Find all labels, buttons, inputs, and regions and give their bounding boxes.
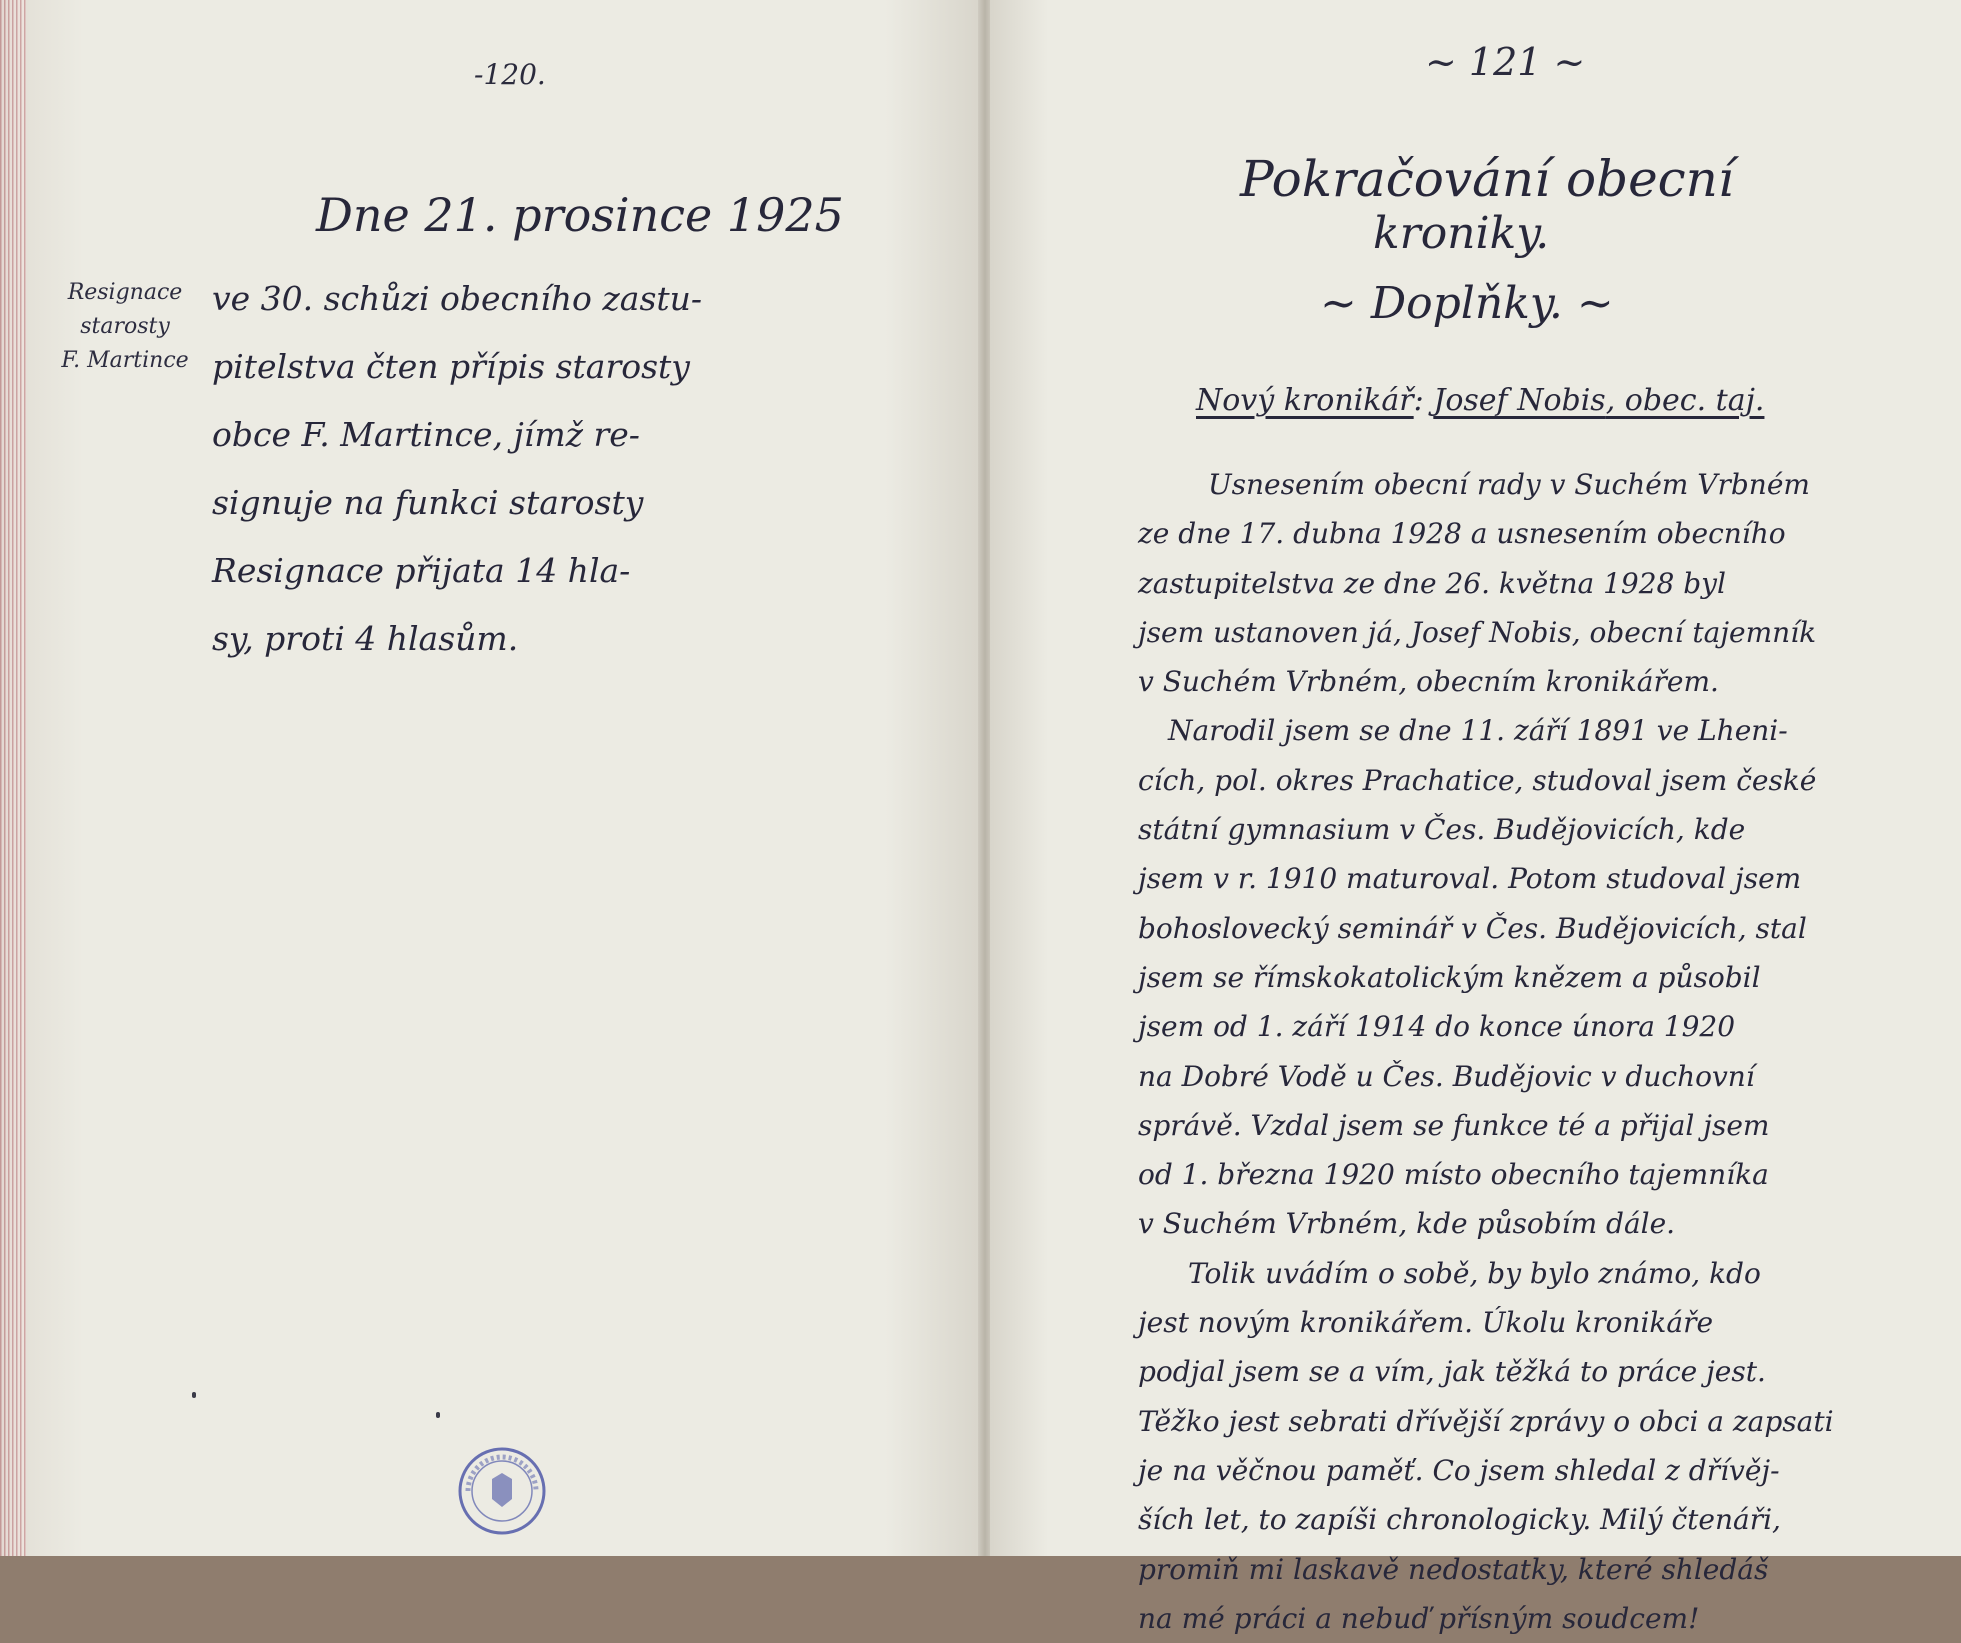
text-line: státní gymnasium v Čes. Budějovicích, kde	[1138, 813, 1746, 847]
text-line: správě. Vzdal jsem se funkce té a přijal jsem	[1138, 1108, 1770, 1142]
text-line: Narodil jsem se dne 11. září 1891 ve Lheni-	[1168, 714, 1788, 748]
text-line: je na věčnou paměť. Co jsem shledal z dřívěj-	[1138, 1453, 1780, 1487]
margin-note-line: starosty	[80, 314, 170, 339]
text-line: na Dobré Vodě u Čes. Budějovic v duchovní	[1138, 1059, 1755, 1093]
text-line: v Suchém Vrbném, kde působím dále.	[1138, 1207, 1676, 1241]
text-line: jsem ustanoven já, Josef Nobis, obecní tajemník	[1138, 615, 1817, 649]
new-chronicler-label: Nový kronikář	[1196, 383, 1414, 418]
text-line: bohoslovecký seminář v Čes. Budějovicích, stal	[1138, 911, 1807, 945]
text-line: v Suchém Vrbném, obecním kronikářem.	[1138, 665, 1719, 699]
left-page	[26, 0, 981, 1556]
chronicle-title-continued: kroniky.	[1373, 208, 1550, 259]
text-line: ve 30. schůzi obecního zastu-	[212, 279, 703, 318]
separator: :	[1413, 383, 1424, 418]
text-line: obce F. Martince, jímž re-	[212, 415, 640, 454]
text-line: jsem od 1. září 1914 do konce února 1920	[1138, 1010, 1736, 1044]
ink-speck	[192, 1392, 196, 1398]
text-line: ších let, to zapíši chronologicky. Milý čtenáři,	[1138, 1503, 1781, 1537]
right-page-number: ~ 121 ~	[1425, 40, 1586, 84]
stamp-seal-icon	[456, 1445, 548, 1537]
margin-note-line: F. Martince	[61, 348, 189, 373]
text-line: sy, proti 4 hlasům.	[212, 619, 519, 658]
page-edges	[0, 0, 26, 1556]
ink-speck	[436, 1412, 440, 1418]
text-line: Tolik uvádím o sobě, by bylo známo, kdo	[1188, 1256, 1761, 1290]
chronicle-title: Pokračování obecní	[1240, 150, 1734, 208]
text-line: pitelstva čten přípis starosty	[212, 347, 690, 386]
right-page	[990, 0, 1961, 1635]
margin-note-line: Resignace	[67, 280, 183, 305]
left-page-number: -120.	[474, 58, 546, 91]
text-line: od 1. března 1920 místo obecního tajemníka	[1138, 1158, 1769, 1192]
new-chronicler-role: , obec. taj.	[1605, 383, 1765, 418]
left-body-text	[212, 265, 932, 673]
new-chronicler-line	[1196, 383, 1764, 418]
text-line: podjal jsem se a vím, jak těžká to práce jest.	[1138, 1355, 1766, 1389]
text-line: jsem se římskokatolickým knězem a působil	[1138, 960, 1761, 994]
text-line: promiň mi laskavě nedostatky, které shledáš	[1138, 1552, 1769, 1586]
text-line: cích, pol. okres Prachatice, studoval jsem české	[1138, 763, 1817, 797]
text-line: jsem v r. 1910 maturoval. Potom studoval jsem	[1138, 862, 1802, 896]
margin-note	[50, 276, 200, 378]
text-line: Usnesením obecní rady v Suchém Vrbném	[1208, 468, 1810, 501]
right-body-text	[1138, 460, 1938, 1643]
text-line: ze dne 17. dubna 1928 a usnesením obecního	[1138, 517, 1786, 551]
text-line: jest novým kronikářem. Úkolu kronikáře	[1138, 1306, 1714, 1340]
text-line: Resignace přijata 14 hla-	[212, 551, 631, 590]
supplements-heading: ~ Doplňky. ~	[1320, 278, 1614, 329]
text-line: zastupitelstva ze dne 26. května 1928 byl	[1138, 566, 1726, 600]
text-line: signuje na funkci starosty	[212, 483, 644, 522]
text-line: na mé práci a nebuď přísným soudcem!	[1138, 1601, 1700, 1635]
date-heading: Dne 21. prosince 1925	[316, 188, 844, 242]
text-line: Těžko jest sebrati dřívější zprávy o obci a zapsati	[1138, 1404, 1834, 1438]
new-chronicler-name: Josef Nobis	[1433, 383, 1606, 418]
